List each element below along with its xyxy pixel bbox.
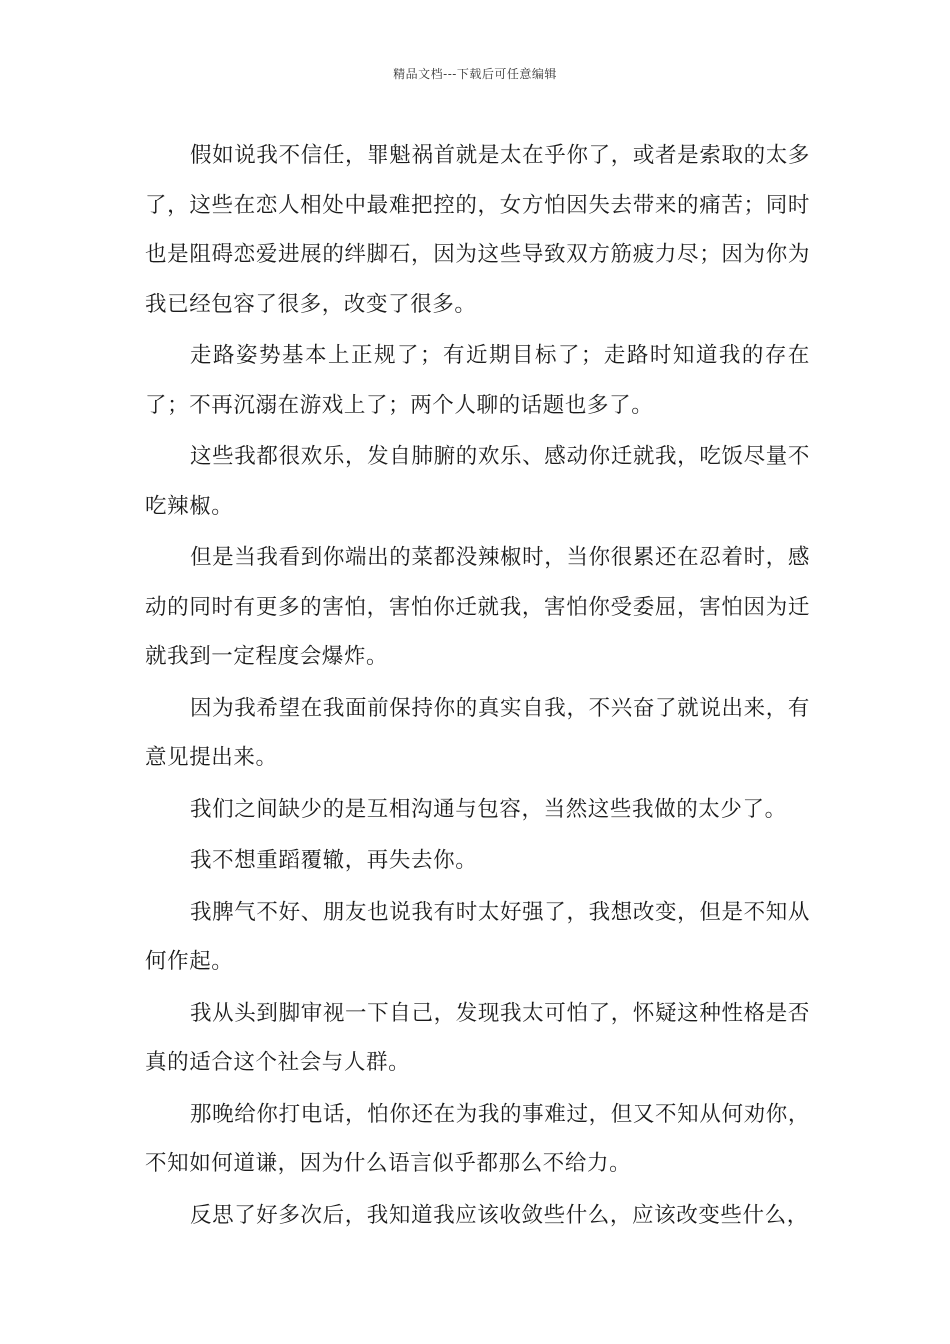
paragraph: 那晚给你打电话，怕你还在为我的事难过，但又不知从何劝你，不知如何道谦，因为什么语言似乎都那么不给力。 — [145, 1101, 810, 1176]
paragraph: 我不想重蹈覆辙，再失去你。 — [190, 848, 478, 873]
paragraph: 假如说我不信任，罪魁祸首就是太在乎你了，或者是索取的太多了，这些在恋人相处中最难把控的，女方怕因失去带来的痛苦；同时也是阻碍恋爱进展的绊脚石，因为这些导致双方筋疲力尽；因为你为我已经包容了很多，改变了很多。 — [145, 143, 810, 317]
paragraph: 反思了好多次后，我知道我应该收敛些什么，应该改变些什么， — [190, 1202, 809, 1228]
paragraph: 我从头到脚审视一下自己，发现我太可怕了，怀疑这种性格是否真的适合这个社会与人群。 — [145, 1000, 810, 1075]
paragraph: 我们之间缺少的是互相沟通与包容，当然这些我做的太少了。 — [190, 796, 787, 822]
paragraph: 但是当我看到你端出的菜都没辣椒时，当你很累还在忍着时，感动的同时有更多的害怕，害怕你迁就我，害怕你受委屈，害怕因为迁就我到一定程度会爆炸。 — [145, 545, 810, 669]
paragraph: 因为我希望在我面前保持你的真实自我，不兴奋了就说出来，有意见提出来。 — [145, 695, 810, 770]
paragraph: 这些我都很欢乐，发自肺腑的欢乐、感动你迁就我，吃饭尽量不吃辣椒。 — [145, 444, 810, 519]
paragraph: 我脾气不好、朋友也说我有时太好强了，我想改变，但是不知从何作起。 — [145, 899, 810, 974]
page-header: 精品文档---下载后可任意编辑 — [393, 67, 557, 81]
document-body — [145, 131, 810, 1242]
paragraph: 走路姿势基本上正规了；有近期目标了；走路时知道我的存在了；不再沉溺在游戏上了；两个人聊的话题也多了。 — [145, 343, 810, 418]
